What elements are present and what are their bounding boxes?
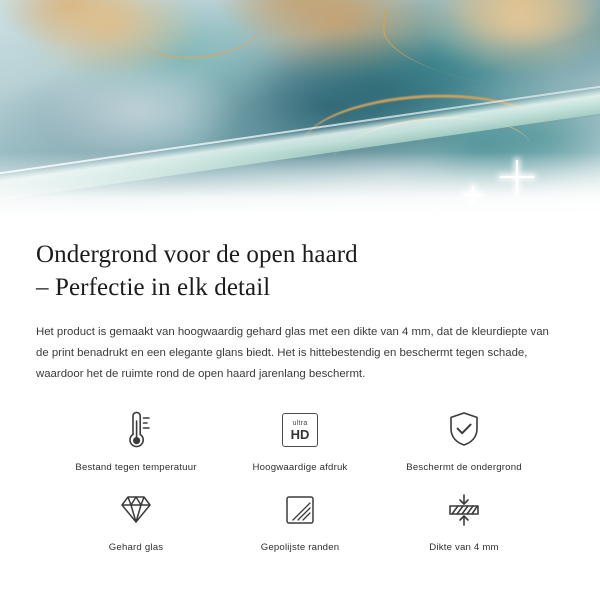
feature-surface-protection (382, 407, 546, 473)
feature-label: Bestand tegen temperatuur (75, 462, 197, 474)
headline-line-1: Ondergrond voor de open haard (36, 241, 358, 268)
product-description: Het product is gemaakt van hoogwaardig gehard glas met een dikte van 4 mm, dat de kleurdiepte van de print benadrukt en een elegante glans biedt. Het is hittebestendig en beschermt tegen schade, waardoor het de ruimte rond de open haard jarenlang beschermt. (36, 326, 549, 381)
feature-label: Hoogwaardige afdruk (252, 462, 348, 474)
headline-line-2: – Perfectie in elk detail (36, 274, 271, 301)
ultra-hd-icon (282, 407, 318, 453)
feature-label: Gepolijste randen (260, 542, 340, 554)
feature-polished-edges (218, 487, 382, 553)
content-block (0, 216, 600, 553)
feature-temperature (54, 407, 218, 473)
feature-label: Dikte van 4 mm (429, 542, 499, 554)
page-title (36, 238, 564, 304)
diamond-icon (114, 487, 158, 533)
feature-label: Beschermt de ondergrond (406, 462, 522, 474)
polished-edges-icon (280, 487, 320, 533)
feature-print-quality (218, 407, 382, 473)
feature-tempered-glass (54, 487, 218, 553)
thermometer-icon (116, 407, 156, 453)
badge-ultra-text: ultra (292, 419, 308, 427)
thickness-icon (442, 487, 486, 533)
shield-check-icon (444, 407, 484, 453)
feature-grid (36, 407, 564, 553)
badge-hd-text: HD (290, 426, 310, 442)
marble-artwork (0, 0, 600, 216)
feature-thickness (382, 487, 546, 553)
feature-label: Gehard glas (108, 542, 164, 554)
hero-image (0, 0, 600, 216)
